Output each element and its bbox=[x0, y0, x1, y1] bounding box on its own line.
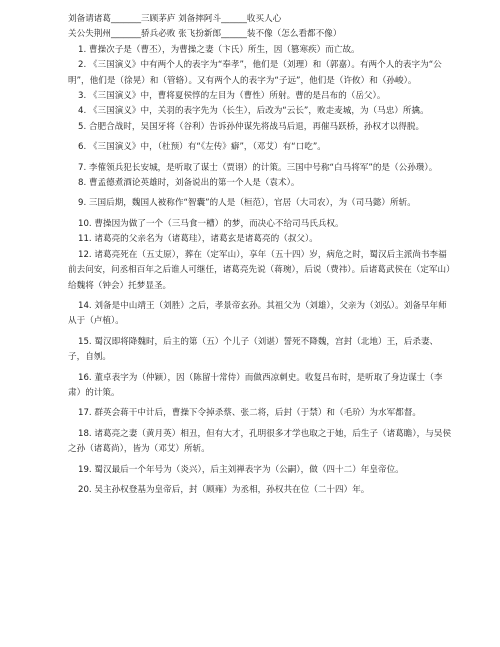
question-item: 16. 董卓表字为（仲颖），因（陈留十常侍）而做西凉刺史。收复吕布时，是听取了身边谋士（李肃）的计策。 bbox=[68, 372, 443, 398]
question-item: 9. 三国后期，魏国人被称作“智囊”的人是（桓范），官居（大司农），为（司马懿）所斩。 bbox=[78, 198, 416, 209]
question-item: 1. 曹操次子是（曹丕），为曹操之妻（卞氏）所生，因（篡寒疾）而亡故。 bbox=[78, 44, 360, 55]
question-list bbox=[68, 43, 452, 499]
question-item: 3. 《三国演义》中，曹将夏侯惇的左目为（曹性）所射。曹的是吕布的（岳父）。 bbox=[78, 91, 386, 102]
question-item: 18. 诸葛亮之妻（黄月英）相丑，但有大才，孔明很多才学也取之于她，后生子（诸葛瞻），与吴侯之孙（诸葛尚），皆为（邓艾）所斩。 bbox=[68, 428, 452, 455]
question-item: 12. 诸葛亮死在（五丈原），葬在（定军山），享年（五十四）岁，病危之时，蜀汉后主派尚书李福前去问安，问丞相百年之后谁人可继任，诸葛亮先说（蒋琬），后说（费祎）。后诸葛武侯在（定军山）给魏将（钟会）托梦显圣。 bbox=[68, 249, 451, 291]
question-item: 20. 吴主孙权登基为皇帝后，封（顾雍）为丞相，孙权共在位（二十四）年。 bbox=[78, 484, 370, 495]
question-item: 8. 曹孟德煮酒论英雄时，刘备说出的第一个人是（袁术）。 bbox=[78, 178, 300, 189]
question-item: 6. 《三国演义》中，（杜预）有“《左传》癖”，（邓艾）有“口吃”。 bbox=[78, 142, 326, 153]
question-item: 4. 《三国演义》中，关羽的表字先为（长生），后改为“云长”，败走麦城，为（马忠）所擒。 bbox=[78, 106, 429, 117]
question-item: 15. 蜀汉即将降魏时，后主的第（五）个儿子（刘谌）誓死不降魏，宫封（北地）王，后杀妻、子，自刎。 bbox=[68, 336, 439, 363]
question-item: 17. 群英会蒋干中计后，曹操下令掉杀蔡、张二将，后封（于禁）和（毛玠）为水军都督。 bbox=[78, 408, 421, 419]
header-line-2: 关公失荆州_______骄兵必败 张飞扮新郎______装不像（怎么看都不像） bbox=[68, 29, 342, 40]
question-item: 5. 合肥合战时，吴国牙将（谷利）告诉孙仲谋先将战马后退，再催马跃桥，孙权才以得脱。 bbox=[78, 121, 425, 132]
header-line-1: 刘备请诸葛_______三顾茅庐 刘备摔阿斗______收买人心 bbox=[68, 14, 282, 24]
question-item: 10. 曹操因为做了一个（三马食一槽）的梦，而决心不给司马氏兵权。 bbox=[78, 218, 344, 229]
question-item: 2. 《三国演义》中有两个人的表字为“奉孝”，他们是（刘理）和（郭嘉）。有两个人的表字为“公明”，他们是（徐晃）和（管辂）。又有两个人的表字为“子远”，他们是（许攸）和（孙峻）。 bbox=[68, 60, 442, 86]
question-item: 7. 李傕领兵犯长安城，是听取了谋士（贾诩）的计策。三国中号称“白马将军”的是（公孙瓒）。 bbox=[78, 162, 438, 173]
question-item: 19. 蜀汉最后一个年号为（炎兴），后主刘禅表字为（公嗣），做（四十二）年皇帝位。 bbox=[78, 464, 404, 475]
question-item: 14. 刘备是中山靖王（刘胜）之后，孝景帝玄孙。其祖父为（刘雄），父亲为（刘弘）。刘备早年师从于（卢植）。 bbox=[68, 300, 447, 327]
question-item: 11. 诸葛亮的父亲名为（诸葛珪），诸葛玄是诸葛亮的（叔父）。 bbox=[78, 234, 318, 245]
